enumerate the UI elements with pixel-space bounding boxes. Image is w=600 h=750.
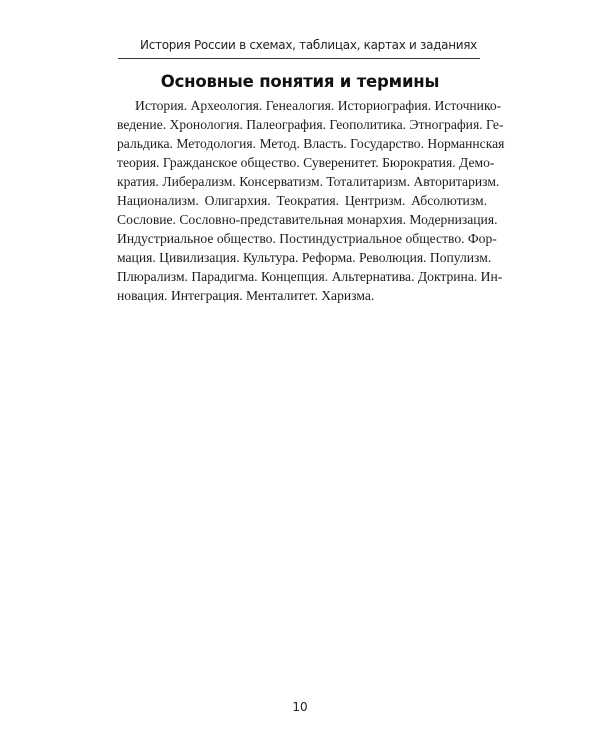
header-rule [118,58,480,59]
terms-line: Сословие. Сословно-представительная монархия. Модернизация. [117,212,498,227]
terms-line: кратия. Либерализм. Консерватизм. Тоталитаризм. Авторитаризм. [117,174,500,189]
terms-line: Национализм. Олигархия. Теократия. Центризм. Абсолютизм. [117,193,487,208]
section-title: Основные понятия и термины [160,72,440,91]
terms-line: Плюрализм. Парадигма. Концепция. Альтернатива. Доктрина. Ин- [117,269,503,284]
terms-line: ведение. Хронология. Палеография. Геополитика. Этнография. Ге- [117,117,504,132]
terms-line: История. Археология. Генеалогия. Историография. Источнико- [135,98,502,113]
terms-line: мация. Цивилизация. Культура. Реформа. Революция. Популизм. [117,250,492,265]
running-header: История России в схемах, таблицах, картах и заданиях [140,38,477,52]
page-number: 10 [292,700,308,714]
terms-line: ральдика. Методология. Метод. Власть. Государство. Норманнская [117,136,505,151]
terms-line: Индустриальное общество. Постиндустриальное общество. Фор- [117,231,497,246]
terms-line: теория. Гражданское общество. Суверенитет. Бюрократия. Демо- [117,155,495,170]
terms-line: новация. Интеграция. Менталитет. Харизма. [117,288,375,303]
terms-paragraph [117,96,505,305]
